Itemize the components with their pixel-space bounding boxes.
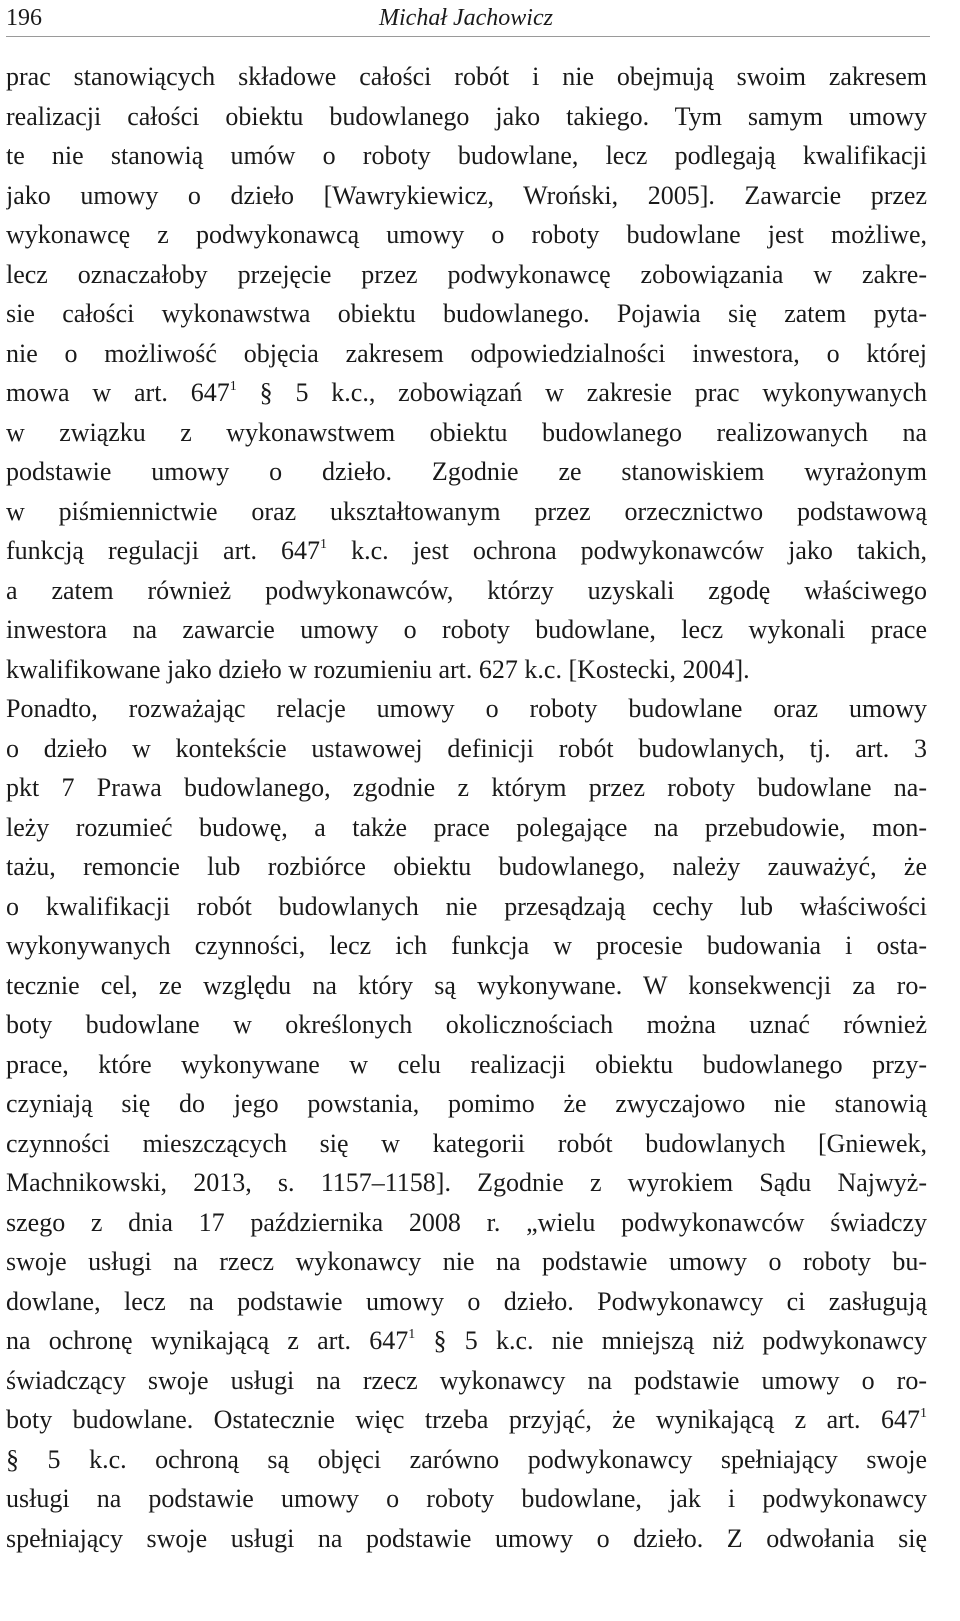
text-line: pkt 7 Prawa budowlanego, zgodnie z którym przez roboty budowlane na- — [6, 773, 927, 802]
page-number: 196 — [6, 5, 42, 31]
text-line: w związku z wykonawstwem obiektu budowlanego realizowanych na — [6, 417, 927, 447]
text-line: wykonywanych czynności, lecz ich funkcja w procesie budowania i osta- — [6, 931, 927, 960]
text-line: sie całości wykonawstwa obiektu budowlanego. Pojawia się zatem pyta- — [6, 299, 927, 328]
text-line: leży rozumieć budowę, a także prace polegające na przebudowie, mon- — [6, 812, 927, 842]
running-head: Michał Jachowicz — [379, 5, 553, 31]
text-line: o dzieło w kontekście ustawowej definicji robót budowlanych, tj. art. 3 — [6, 733, 927, 763]
text-line — [6, 373, 927, 413]
text-line: czynności mieszczących się w kategorii robót budowlanych [Gniewek, — [6, 1128, 927, 1158]
text-line: prac stanowiących składowe całości robót i nie obejmują swoim zakresem — [6, 62, 927, 91]
text-span: na ochronę wynikającą z art. 647 — [6, 1326, 409, 1355]
superscript: 1 — [229, 379, 237, 394]
text-span: mowa w art. 647 — [6, 378, 230, 407]
text-line: szego z dnia 17 października 2008 r. „wielu podwykonawców świadczy — [6, 1207, 927, 1237]
body-text — [6, 57, 927, 1558]
text-line: czyniają się do jego powstania, pomimo że zwyczajowo nie stanowią — [6, 1089, 927, 1118]
text-line: § 5 k.c. ochroną są objęci zarówno podwykonawcy spełniający swoje — [6, 1444, 927, 1474]
text-line: realizacji całości obiektu budowlanego jako takiego. Tym samym umowy — [6, 101, 927, 131]
text-line: wykonawcę z podwykonawcą umowy o roboty budowlane jest możliwe, — [6, 220, 927, 249]
text-span: § 5 k.c., zobowiązań w zakresie prac wykonywanych — [236, 378, 927, 407]
text-line: boty budowlane w określonych okolicznościach można uznać również — [6, 1010, 927, 1039]
text-line: nie o możliwość objęcia zakresem odpowiedzialności inwestora, o której — [6, 338, 927, 368]
text-line: Ponadto, rozważając relacje umowy o roboty budowlane oraz umowy — [6, 694, 927, 723]
text-span: § 5 k.c. nie mniejszą niż podwykonawcy — [415, 1326, 927, 1355]
text-line — [6, 1400, 927, 1440]
text-line: a zatem również podwykonawców, którzy uzyskali zgodę właściwego — [6, 575, 927, 605]
text-line: kwalifikowane jako dzieło w rozumieniu art. 627 k.c. [Kostecki, 2004]. — [6, 654, 750, 684]
text-line: prace, które wykonywane w celu realizacji obiektu budowlanego przy- — [6, 1049, 927, 1079]
text-line: spełniający swoje usługi na podstawie umowy o dzieło. Z odwołania się — [6, 1523, 927, 1553]
text-line: dowlane, lecz na podstawie umowy o dzieło. Podwykonawcy ci zasługują — [6, 1286, 927, 1316]
text-line: tażu, remoncie lub rozbiórce obiektu budowlanego, należy zauważyć, że — [6, 852, 927, 881]
text-span: k.c. jest ochrona podwykonawców jako takich, — [327, 536, 927, 565]
text-line — [6, 531, 927, 571]
text-line: świadczący swoje usługi na rzecz wykonawcy na podstawie umowy o ro- — [6, 1365, 927, 1395]
text-line: usługi na podstawie umowy o roboty budowlane, jak i podwykonawcy — [6, 1484, 927, 1513]
text-span: boty budowlane. Ostatecznie więc trzeba przyjąć, że wynikającą z art. 647 — [6, 1405, 920, 1434]
text-line: o kwalifikacji robót budowlanych nie przesądzają cechy lub właściwości — [6, 891, 927, 921]
page-header — [6, 0, 930, 37]
superscript: 1 — [920, 1406, 927, 1421]
text-line: podstawie umowy o dzieło. Zgodnie ze stanowiskiem wyrażonym — [6, 457, 927, 486]
text-line: te nie stanowią umów o roboty budowlane, lecz podlegają kwalifikacji — [6, 141, 927, 170]
superscript: 1 — [320, 537, 328, 552]
text-line: w piśmiennictwie oraz ukształtowanym przez orzecznictwo podstawową — [6, 496, 927, 526]
text-line: jako umowy o dzieło [Wawrykiewicz, Wroński, 2005]. Zawarcie przez — [6, 180, 927, 210]
text-line: swoje usługi na rzecz wykonawcy nie na podstawie umowy o roboty bu- — [6, 1247, 927, 1276]
text-line: tecznie cel, ze względu na który są wykonywane. W konsekwencji za ro- — [6, 970, 927, 1000]
superscript: 1 — [408, 1327, 416, 1342]
text-line — [6, 1321, 927, 1361]
text-span: funkcją regulacji art. 647 — [6, 536, 321, 565]
text-line: lecz oznaczałoby przejęcie przez podwykonawcę zobowiązania w zakre- — [6, 259, 927, 289]
text-line: inwestora na zawarcie umowy o roboty budowlane, lecz wykonali prace — [6, 615, 927, 644]
text-line: Machnikowski, 2013, s. 1157–1158]. Zgodnie z wyrokiem Sądu Najwyż- — [6, 1168, 927, 1197]
